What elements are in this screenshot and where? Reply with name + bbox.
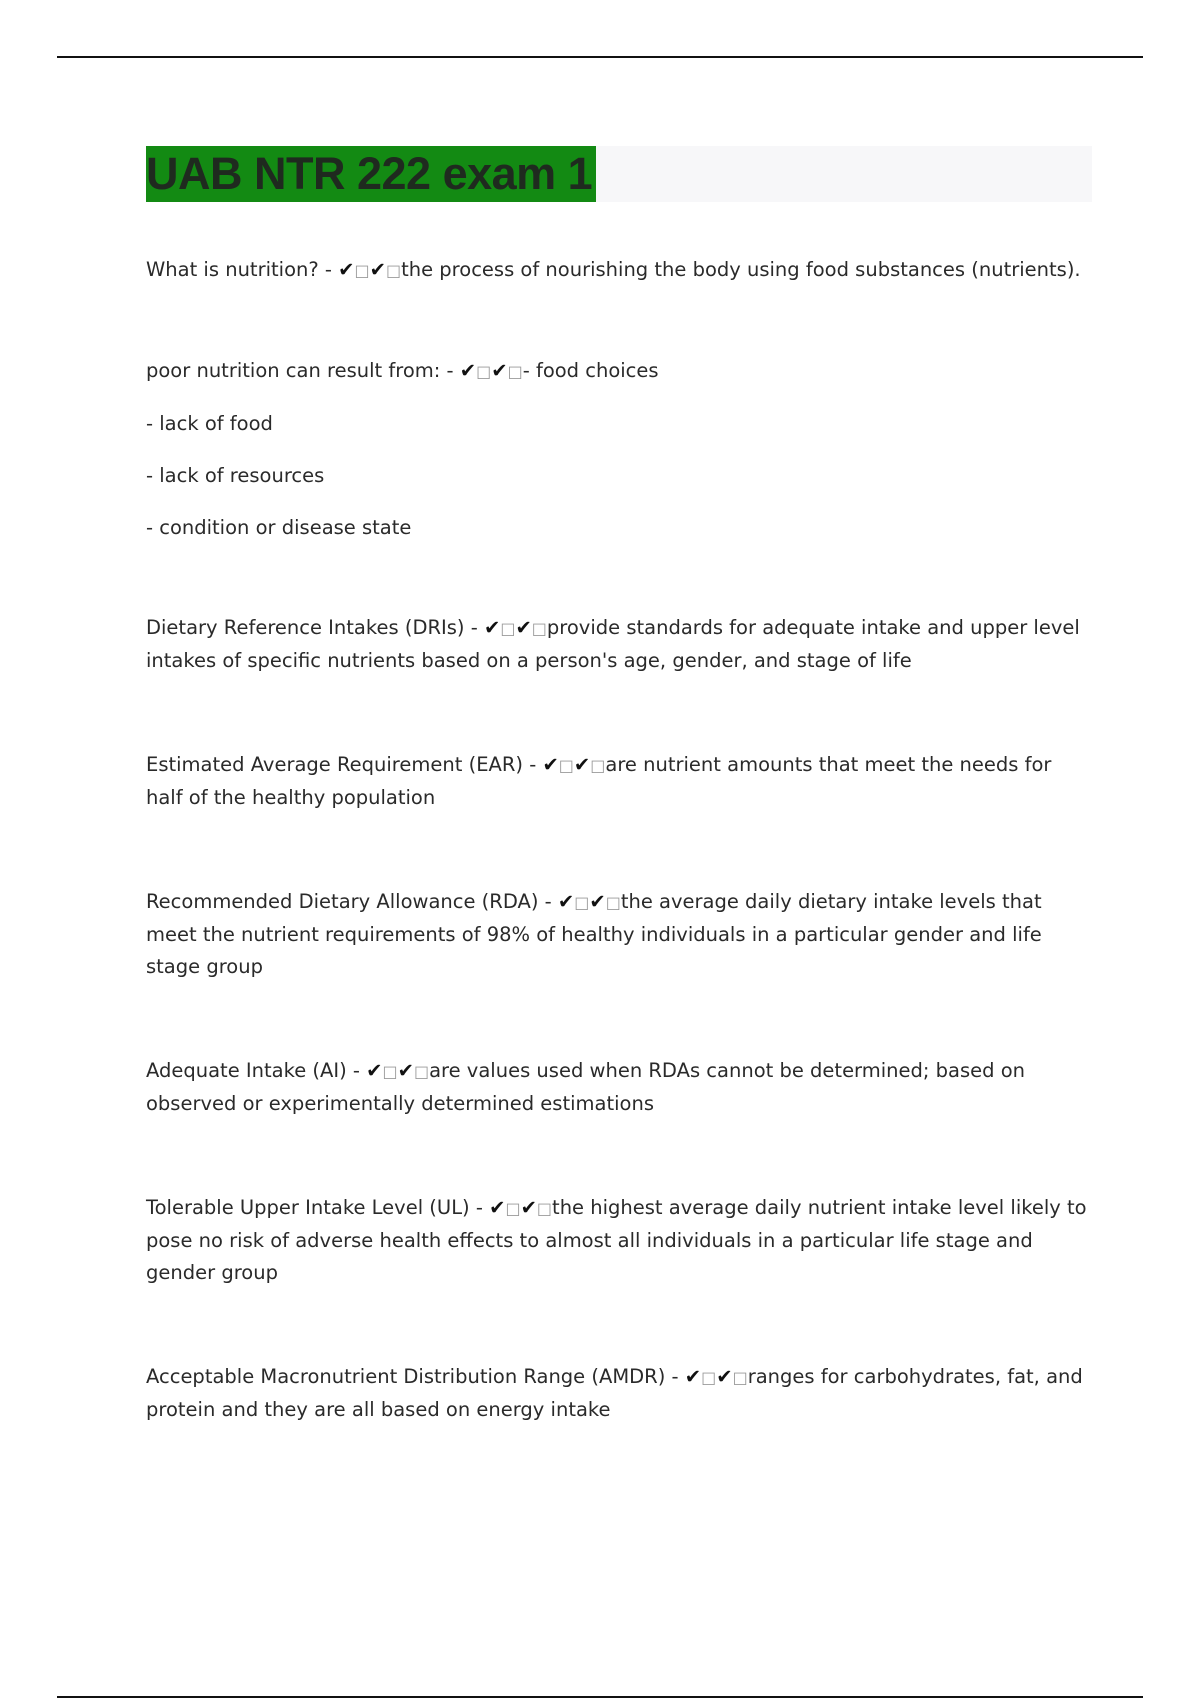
flashcard-entry: [146, 254, 1092, 287]
box-icon: □: [558, 756, 574, 775]
check-mark-icon: ✔: [589, 890, 606, 913]
check-mark-icon: ✔: [520, 1196, 537, 1219]
check-mark-icon: ✔: [716, 1365, 733, 1388]
entry-answer: are nutrient amounts that meet the needs for half of the healthy population: [146, 753, 1052, 809]
check-mark-icon: ✔: [573, 753, 591, 776]
check-mark-icon: ✔: [491, 359, 508, 382]
box-icon: □: [732, 1368, 748, 1387]
entry-term: Acceptable Macronutrient Distribution Range (AMDR) -: [146, 1365, 685, 1388]
page-title: UAB NTR 222 exam 1: [146, 146, 596, 202]
entry-answer: ranges for carbohydrates, fat, and protein and they are all based on energy intake: [146, 1365, 1083, 1421]
entry-answer: the average daily dietary intake levels that meet the nutrient requirements of 98% of healthy individuals in a particular gender and life stage group: [146, 890, 1042, 978]
top-page-rule: [57, 56, 1143, 58]
entry-term: Estimated Average Requirement (EAR) -: [146, 753, 543, 776]
entry-term: Recommended Dietary Allowance (RDA) -: [146, 890, 558, 913]
entry-answer: are values used when RDAs cannot be determined; based on observed or experimentally determined estimations: [146, 1059, 1025, 1115]
document-body: [146, 146, 1092, 1498]
flashcard-entry: [146, 1361, 1092, 1426]
list-item: - condition or disease state: [146, 516, 412, 539]
flashcard-entry: [146, 749, 1092, 814]
check-mark-icon: ✔: [557, 890, 575, 913]
flashcard-entry: [146, 612, 1092, 677]
check-mark-icon: ✔: [489, 1196, 506, 1219]
entry-answer: the process of nourishing the body using food substances (nutrients).: [401, 258, 1081, 281]
check-mark-icon: ✔: [338, 258, 355, 281]
check-mark-icon: ✔: [459, 359, 477, 382]
box-icon: □: [605, 893, 621, 912]
check-mark-icon: ✔: [366, 1059, 383, 1082]
check-mark-icon: ✔: [542, 753, 559, 776]
box-icon: □: [413, 1062, 430, 1081]
entry-answer: - food choices: [522, 359, 659, 382]
check-mark-icon: ✔: [684, 1365, 702, 1388]
check-mark-icon: ✔: [483, 616, 501, 639]
entry-term: Adequate Intake (AI) -: [146, 1059, 367, 1082]
check-mark-icon: ✔: [397, 1059, 414, 1082]
check-mark-icon: ✔: [515, 616, 532, 639]
box-icon: □: [574, 893, 590, 912]
box-icon: □: [500, 619, 516, 638]
box-icon: □: [354, 261, 370, 280]
box-icon: □: [590, 756, 606, 775]
flashcard-entry: [146, 1055, 1092, 1120]
entry-term: Dietary Reference Intakes (DRIs) -: [146, 616, 484, 639]
bottom-page-rule: [57, 1696, 1143, 1698]
list-item: - lack of food: [146, 412, 273, 435]
entry-answer: provide standards for adequate intake and upper level intakes of specific nutrients based on a person's age, gender, and stage of life: [146, 616, 1080, 672]
list-item: - lack of resources: [146, 464, 325, 487]
entry-term: Tolerable Upper Intake Level (UL) -: [146, 1196, 490, 1219]
title-bar: [146, 146, 1092, 202]
box-icon: □: [505, 1199, 521, 1218]
box-icon: □: [476, 362, 492, 381]
box-icon: □: [701, 1368, 717, 1387]
box-icon: □: [531, 619, 547, 638]
flashcard-entry: [146, 886, 1092, 983]
check-mark-icon: ✔: [369, 258, 386, 281]
entry-answer: the highest average daily nutrient intake level likely to pose no risk of adverse health effects to almost all individuals in a particular life stage and gender group: [146, 1196, 1087, 1284]
flashcard-entry: [146, 1192, 1092, 1289]
box-icon: □: [382, 1062, 398, 1081]
box-icon: □: [507, 362, 523, 381]
entry-term: What is nutrition? -: [146, 258, 339, 281]
flashcard-entry: [146, 355, 1092, 388]
entry-term: poor nutrition can result from: -: [146, 359, 460, 382]
box-icon: □: [536, 1199, 553, 1218]
box-icon: □: [385, 261, 402, 280]
